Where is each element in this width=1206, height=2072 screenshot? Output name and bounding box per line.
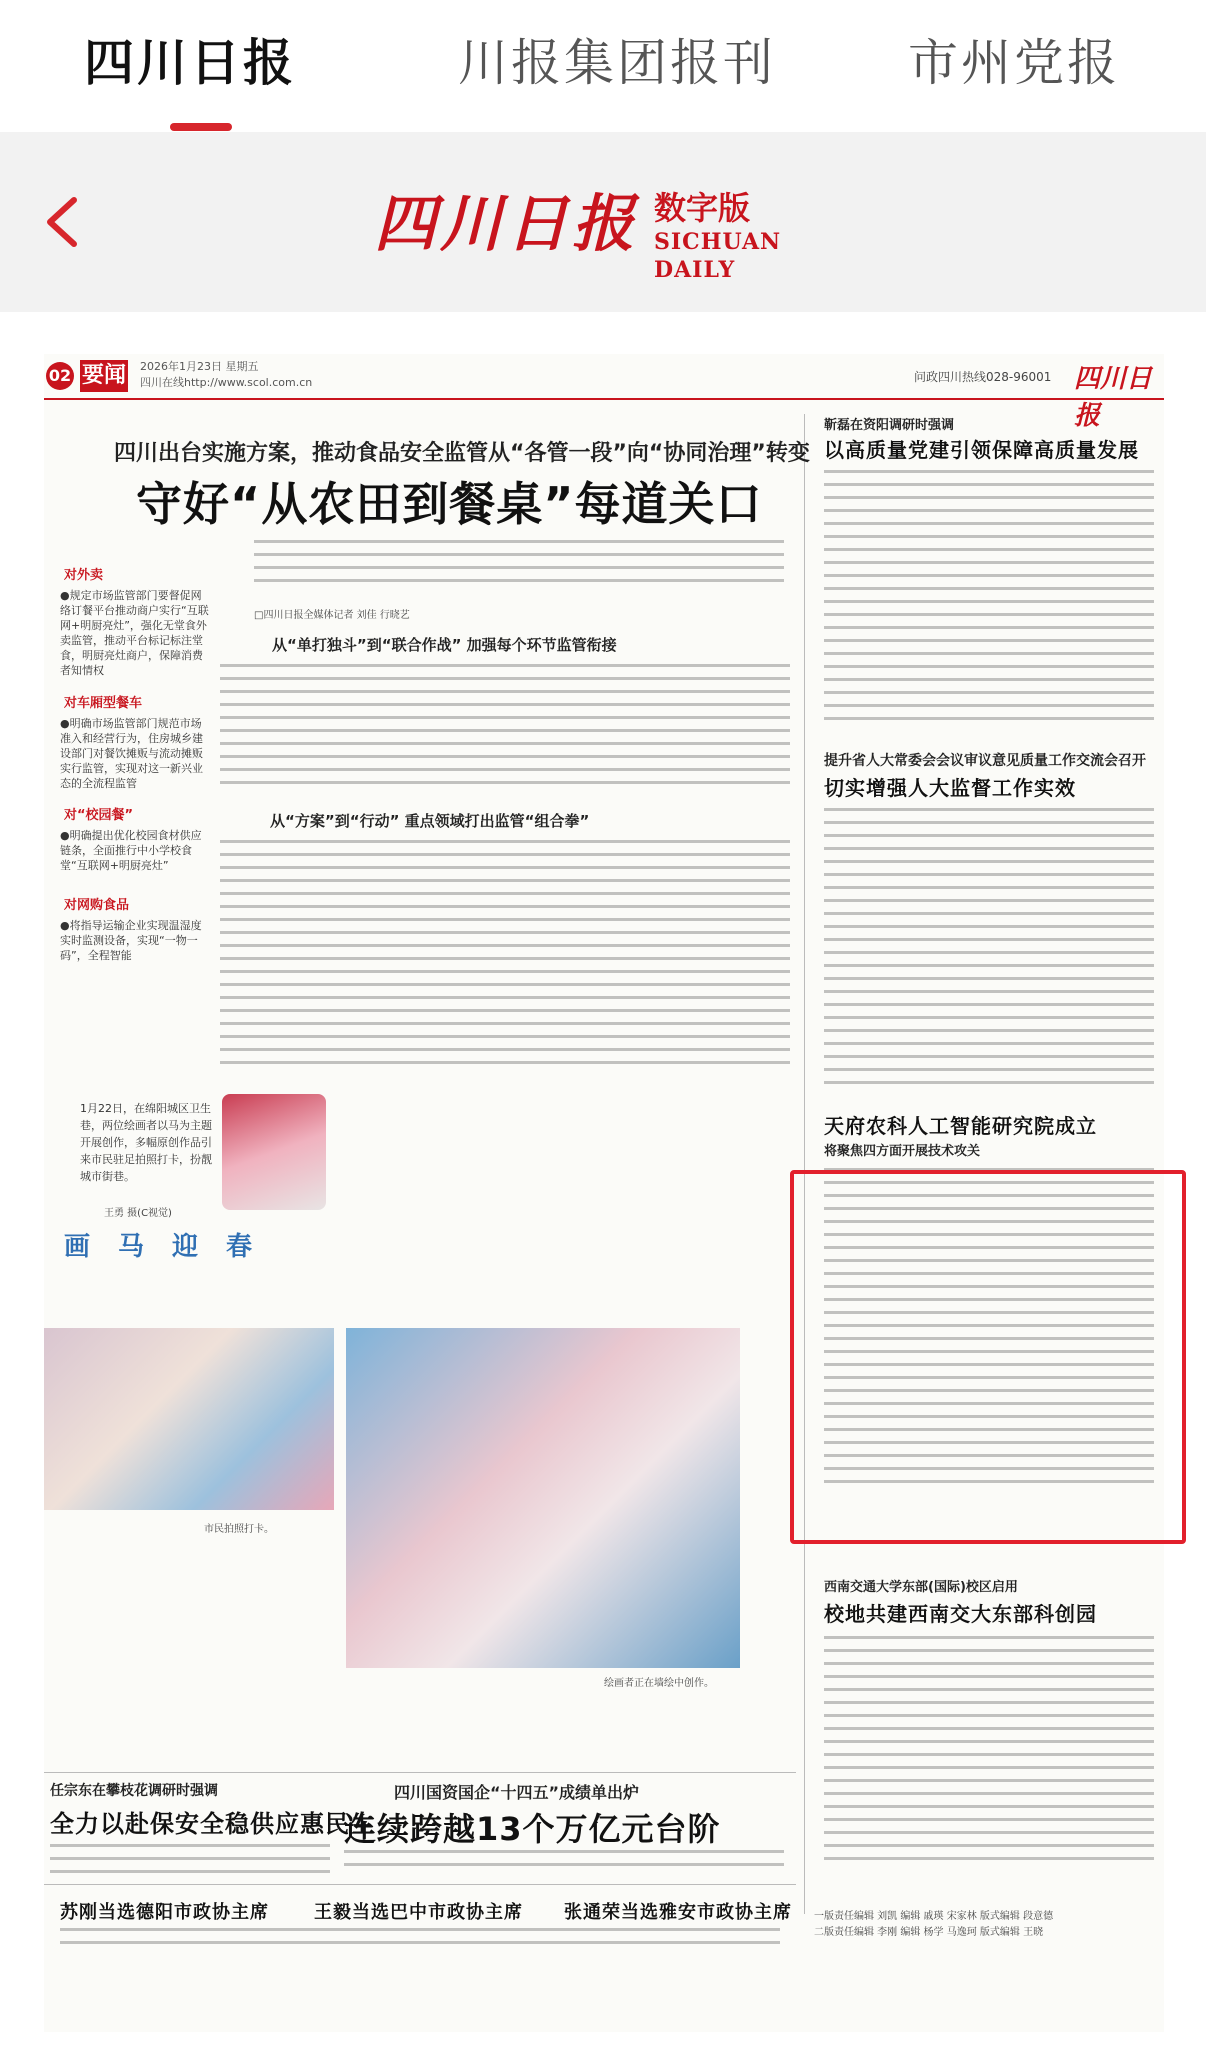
news-dy-headline[interactable]: 苏刚当选德阳市政协主席	[60, 1902, 269, 1923]
logo-chinese: 四川日报	[374, 187, 639, 260]
tab-city-papers[interactable]: 市州党报	[908, 34, 1120, 92]
sidebar-text-takeout: ●规定市场监管部门要督促网络订餐平台推动商户实行“互联网+明厨亮灶”，强化无堂食外卖监管，推动平台标记标注堂食，明厨亮灶商户，保障消费者知情权	[60, 589, 209, 677]
right2-body	[824, 808, 1154, 1098]
right1-headline[interactable]: 以高质量党建引领保障高质量发展	[824, 438, 1139, 462]
row-divider	[44, 1772, 796, 1773]
column-divider	[804, 414, 805, 1914]
logo-english: SICHUAN DAILY	[654, 229, 782, 283]
sidebar-text-school: ●明确提出优化校园食材供应链条，全面推行中小学校食堂“互联网+明厨亮灶”	[60, 829, 202, 872]
spring-credit: 王勇 摄(C视觉)	[104, 1208, 172, 1219]
bottom2-body	[344, 1850, 784, 1878]
right1-body	[824, 470, 1154, 738]
editor-credit-2: 二版责任编辑 李刚 编辑 杨学 马逸珂 版式编辑 王晓	[814, 1927, 1044, 1938]
bottom1-body	[50, 1844, 330, 1878]
spring-title: 画马迎春	[64, 1232, 281, 1262]
tab-group-publications[interactable]: 川报集团报刊	[458, 34, 776, 92]
right3-headline[interactable]: 天府农科人工智能研究院成立	[824, 1114, 1097, 1138]
sidebar-label-foodtruck: 对车厢型餐车	[64, 696, 143, 711]
news-row-body	[60, 1928, 780, 1950]
sidebar-label-online: 对网购食品	[64, 898, 130, 913]
news-ya-headline[interactable]: 张通荣当选雅安市政协主席	[564, 1902, 792, 1923]
spring-caption: 1月22日，在绵阳城区卫生巷，两位绘画者以马为主题开展创作，多幅原创作品引来市民驻足拍照打卡，扮靓城市街巷。	[80, 1102, 212, 1183]
channel-tabs	[0, 0, 1206, 132]
right4-body	[824, 1636, 1154, 1872]
sidebar-label-school: 对“校园餐”	[64, 808, 134, 823]
lead-kicker[interactable]: 四川出台实施方案，推动食品安全监管从“各管一段”向“协同治理”转变	[114, 441, 810, 466]
editor-credit-1: 一版责任编辑 刘凯 编辑 戚瑛 宋家林 版式编辑 段意德	[814, 1911, 1054, 1922]
app-header	[0, 132, 1206, 312]
right2-headline[interactable]: 切实增强人大监督工作实效	[824, 776, 1076, 800]
sichuan-daily-logo	[374, 187, 834, 283]
news-bz-headline[interactable]: 王毅当选巴中市政协主席	[314, 1902, 523, 1923]
highlighted-article-frame[interactable]	[790, 1170, 1186, 1544]
bottom1-kicker[interactable]: 任宗东在攀枝花调研时强调	[50, 1783, 218, 1799]
right3-subhead: 将聚焦四方面开展技术攻关	[824, 1144, 981, 1159]
sidebar-text-foodtruck: ●明确市场监管部门规范市场准入和经营行为，住房城乡建设部门对餐饮摊贩与流动摊贩实行监管，实现对这一新兴业态的全流程监管	[60, 717, 203, 790]
section-name: 要闻	[80, 360, 128, 392]
lead-byline: □四川日报全媒体记者 刘佳 行晓艺	[254, 610, 410, 621]
lead-body-2	[220, 840, 790, 1076]
right1-kicker[interactable]: 靳磊在资阳调研时强调	[824, 418, 955, 433]
right4-kicker[interactable]: 西南交通大学东部(国际)校区启用	[824, 1580, 1018, 1595]
lead-intro	[254, 540, 784, 598]
sidebar-text-online: ●将指导运输企业实现温湿度实时监测设备，实现“一物一码”，全程智能	[60, 919, 202, 962]
visitor-photo-caption: 市民拍照打卡。	[204, 1524, 274, 1535]
hotline: 问政四川热线028-96001	[914, 370, 1052, 384]
back-arrow-icon[interactable]	[40, 194, 90, 250]
lead-body-1	[220, 664, 790, 796]
phone-photo	[222, 1094, 326, 1210]
lead-subhead-1: 从“单打独斗”到“联合作战” 加强每个环节监管衔接	[272, 636, 617, 654]
visitor-photo[interactable]	[44, 1328, 334, 1510]
lead-subhead-2: 从“方案”到“行动” 重点领域打出监管“组合拳”	[270, 812, 590, 830]
paper-logo: 四川日报	[1074, 364, 1153, 431]
right4-headline[interactable]: 校地共建西南交大东部科创园	[824, 1602, 1097, 1626]
row-divider	[44, 1884, 796, 1885]
bottom2-headline[interactable]: 连续跨越13个万亿元台阶	[344, 1810, 721, 1848]
sidebar-label-takeout: 对外卖	[64, 568, 104, 583]
mural-photo-caption: 绘画者正在墙绘中创作。	[604, 1678, 714, 1689]
page-number: 02	[46, 362, 74, 390]
right2-kicker[interactable]: 提升省人大常委会会议审议意见质量工作交流会召开	[824, 753, 1146, 769]
bottom2-kicker[interactable]: 四川国资国企“十四五”成绩单出炉	[394, 1783, 640, 1802]
bottom1-headline[interactable]: 全力以赴保安全稳供应惠民生	[50, 1810, 375, 1838]
logo-edition: 数字版	[654, 189, 751, 227]
lead-headline[interactable]: 守好“从农田到餐桌”每道关口	[136, 477, 763, 531]
mural-photo[interactable]	[346, 1328, 740, 1668]
active-tab-indicator	[170, 123, 232, 131]
tab-sichuan-daily[interactable]: 四川日报	[84, 34, 296, 92]
issue-date: 2026年1月23日 星期五	[140, 360, 259, 373]
website: 四川在线http://www.scol.com.cn	[140, 376, 313, 389]
